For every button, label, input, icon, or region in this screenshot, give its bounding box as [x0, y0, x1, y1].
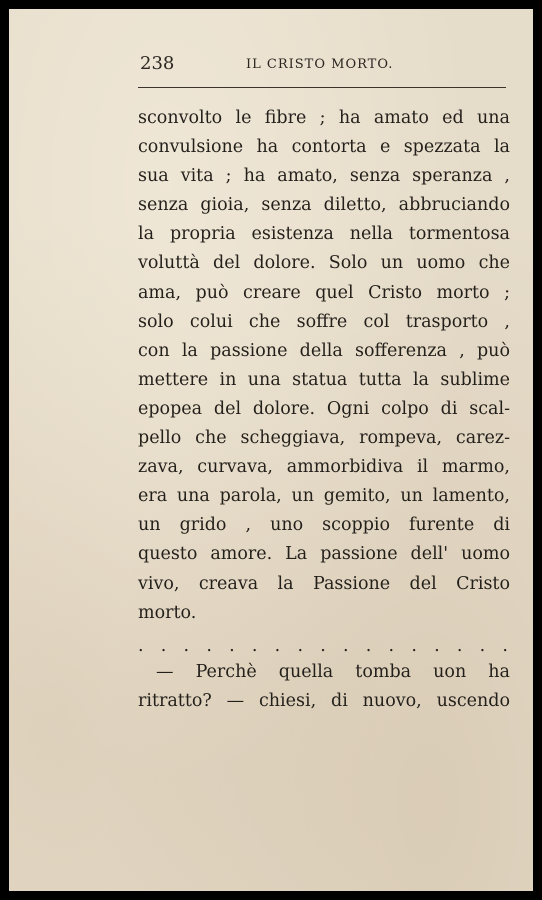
text-line: epopea del dolore. Ogni colpo di scal-	[138, 398, 510, 419]
text-line: — Perchè quella tomba uon ha	[156, 661, 510, 682]
text-line: solo colui che soffre col trasporto ,	[138, 311, 510, 332]
text-line: mettere in una statua tutta la sublime	[138, 369, 510, 390]
text-line: convulsione ha contorta e spezzata la	[138, 137, 510, 158]
text-line: un grido , uno scoppio furente di	[138, 515, 510, 536]
body-text	[138, 104, 510, 716]
text-line: zava, curvava, ammorbidiva il marmo,	[138, 457, 510, 478]
text-line: ama, può creare quel Cristo morto ;	[138, 282, 510, 303]
text-line: senza gioia, senza diletto, abbruciando	[138, 195, 510, 216]
text-line: morto.	[138, 602, 197, 623]
text-line: sua vita ; ha amato, senza speranza ,	[138, 166, 510, 187]
text-line: ritratto? — chiesi, di nuovo, uscendo	[138, 690, 510, 711]
page-number: 238	[140, 53, 175, 74]
text-line: vivo, creava la Passione del Cristo	[138, 573, 510, 594]
header-rule	[138, 87, 506, 88]
text-line: questo amore. La passione dell' uomo	[138, 544, 510, 565]
text-line: pello che scheggiava, rompeva, carez-	[138, 428, 510, 449]
paragraph-1	[138, 104, 510, 628]
text-line: con la passione della sofferenza , può	[138, 340, 510, 361]
text-line: era una parola, un gemito, un lamento,	[138, 486, 510, 507]
text-line: sconvolto le fibre ; ha amato ed una	[138, 108, 510, 128]
text-line: la propria esistenza nella tormentosa	[138, 224, 510, 245]
section-separator: . . . . . . . . . . . . . . . . .	[138, 635, 510, 656]
text-line: voluttà del dolore. Solo un uomo che	[138, 253, 510, 274]
paragraph-2	[138, 658, 510, 716]
running-title: IL CRISTO MORTO.	[246, 57, 394, 72]
page-header	[138, 52, 506, 82]
